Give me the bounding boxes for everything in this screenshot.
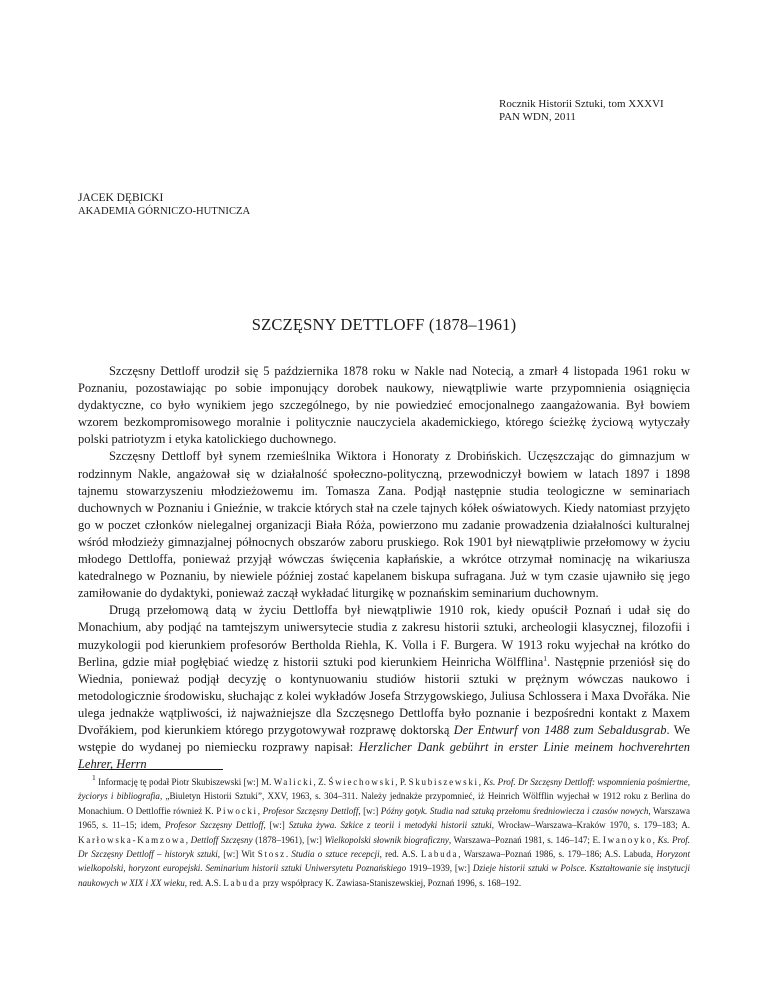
footnote-text: , Warszawa–Poznań 1986, s. 179–186; A.S. Labuda,	[458, 849, 657, 860]
dissertation-title: Der Entwurf von 1488 zum Sebaldusgrab	[453, 722, 667, 737]
footnote-author: Skubiszewski	[408, 777, 479, 787]
footnote-author: Piwocki	[216, 805, 258, 816]
footnote-author: Iwanoyko	[602, 834, 653, 845]
footnote-text: , [w:]	[263, 820, 289, 831]
footnote-text: , red. A.S.	[379, 849, 421, 860]
footnote-text: , [w:] Wit	[217, 849, 258, 860]
paragraph-3-text-a: Drugą przełomową datą w życiu Dettloffa był niewątpliwie 1910 rok, kiedy opuścił Poznań i udał się do Monachium, aby podjąć na tamtejszym uniwersytecie studia z zakresu historii sztuki, archeologii klasycznej, filozofii i muzykologii pod kierunkiem profesorów Bertholda Riehla, K. Volla i F. Burgera. W 1913 roku wyjechał na krótko do Berlina, gdzie miał pogłębiać wiedzę z historii sztuki pod kierunkiem Heinricha Wölfflina	[78, 603, 690, 669]
footnote-work: Wielkopolski słownik biograficzny	[324, 834, 449, 845]
paragraph-3	[78, 602, 690, 773]
footnote-text: , [w:]	[358, 805, 381, 816]
footnote-work: Ks. Prof. Dr Szczęsny Dettloff: wspomnienia pośmiertne, życiorys i bibliografia	[78, 777, 691, 802]
paragraph-3-text-c: . We wstępie do wydanej po niemiecku rozprawy napisał:	[78, 722, 690, 755]
footnote-text: Informację tę podał Piotr Skubiszewski [w:] M.	[95, 777, 274, 787]
author-name: JACEK DĘBICKI	[78, 192, 164, 204]
footnote-work: Profesor Szczęsny Dettloff	[165, 820, 264, 831]
journal-header	[499, 98, 664, 124]
footnote-text: ,	[652, 834, 658, 845]
footnote-text: ,	[478, 777, 484, 787]
dedication-quote: Herzlicher Dank gebührt in erster Linie meinem hochverehrten Lehrer, Herrn	[78, 740, 690, 772]
footnote-text: ,	[257, 805, 263, 816]
footnote-text: , „Biuletyn Historii Sztuki”, XXV, 1963, s. 304–311. Należy jednakże przypomnieć, iż Heinrich Wölfflin wyjechał w 1912 roku z Berlina do Monachium. O Dettloffie również K.	[78, 791, 690, 816]
footnote-text: ,	[185, 834, 191, 845]
footnote-text: (1878–1961), [w:]	[252, 834, 325, 845]
footnote-work: Dzieje historii sztuki w Polsce. Kształtowanie się instytucji naukowych w XIX i XX wieku	[78, 863, 690, 888]
footnote-text: przy współpracy K. Zawiasa-Staniszewskiej, Poznań 1996, s. 168–192.	[260, 877, 522, 888]
footnote-work: Dettloff Szczęsny	[190, 834, 253, 845]
footnote-author: Stosz	[257, 849, 286, 860]
article-title: SZCZĘSNY DETTLOFF (1878–1961)	[251, 315, 517, 334]
journal-title: Rocznik Historii Sztuki, tom XXXVI	[499, 98, 664, 110]
footnote-work: Studia o sztuce recepcji	[291, 849, 380, 860]
footnote-number: 1	[92, 773, 96, 782]
footnote-work: Horyzont wielkopolski, horyzont europejski. Seminarium historii sztuki Uniwersytetu Poznańskiego	[78, 849, 690, 874]
footnote-author: Karłowska-Kamzowa	[78, 834, 186, 845]
article-body	[78, 363, 690, 773]
footnote-text: , Warszawa 1965, s. 11–15; idem,	[78, 805, 690, 831]
footnote-reference[interactable]: 1	[543, 653, 548, 663]
footnote-text: .	[285, 849, 292, 860]
footnote-author: Świechowski	[328, 777, 396, 787]
author-block	[78, 191, 250, 219]
footnote-author: Labuda	[420, 849, 459, 860]
journal-publisher: PAN WDN, 2011	[499, 111, 576, 123]
paragraph-3-text-b: . Następnie przeniósł się do Wiednia, ponieważ podjął decyzję o kontynuowaniu studiów historii sztuki w prężnym wówczas naukowo i metodologicznie środowisku, słuchając z kolei wykładów Josefa Strzygowskiego, Juliusa Schlossera i Maxa Dvořáka. Nie ulega jednakże wątpliwości, iż najważniejsze dla Szczęsnego Dettloffa było poznanie i bezpośredni kontakt z Maxem Dvořákiem, pod kierunkiem którego przygotowywał rozprawę doktorską	[78, 654, 690, 737]
footnote-text: , Z.	[313, 777, 329, 787]
footnote-text: , red. A.S.	[184, 877, 224, 888]
footnote-text: 1919–1939, [w:]	[406, 863, 473, 874]
footnote	[78, 775, 690, 890]
footnote-1	[78, 775, 690, 890]
footnote-work: Późny gotyk. Studia nad sztuką przełomu średniowiecza i czasów nowych	[380, 805, 649, 816]
footnote-work: Sztuka żywa. Szkice z teorii i metodyki historii sztuki	[288, 820, 492, 831]
footnote-text: , P.	[395, 777, 409, 787]
footnote-author: Walicki	[273, 777, 314, 787]
author-affiliation: AKADEMIA GÓRNICZO-HUTNICZA	[78, 206, 251, 217]
footnote-text: , Wrocław–Warszawa–Kraków 1970, s. 179–183; A.	[491, 820, 691, 831]
footnote-work: Ks. Prof. Dr Szczęsny Dettloff – historyk sztuki	[78, 834, 691, 860]
footnote-text: , Warszawa–Poznań 1981, s. 146–147; E.	[448, 834, 603, 845]
paragraph-1: Szczęsny Dettloff urodził się 5 października 1878 roku w Nakle nad Notecią, a zmarł 4 listopada 1961 roku w Poznaniu, pozostawiając po sobie imponujący dorobek naukowy, niewątpliwie warte przypomnienia osiągnięcia dydaktyczne, co było wynikiem jego szczególnego, by nie powiedzieć emocjonalnego zaangażowania. Był bowiem wzorem bezkompromisowego moralnie i politycznie nauczyciela akademickiego, którego ścieżkę życiową wytyczały polski patriotyzm i etyka katolickiego duchownego.	[78, 364, 690, 447]
footnote-separator	[78, 769, 223, 770]
footnote-work: Profesor Szczęsny Dettloff	[262, 805, 359, 816]
paragraph-2: Szczęsny Dettloff był synem rzemieślnika Wiktora i Honoraty z Drobińskich. Uczęszczając do gimnazjum w rodzinnym Nakle, angażował się w działalność społeczno-polityczną, przewodniczył bowiem w latach 1897 i 1898 tajnemu stowarzyszeniu młodzieżowemu im. Tomasza Zana. Podjął następnie studia teologiczne w seminariach duchownych w Poznaniu i Gnieźnie, w trakcie których stał na czele tajnych kółek oświatowych. Kiedy natomiast przyjęto go w poczet członków nielegalnej organizacji Biała Róża, powierzono mu zadanie prowadzenia działalności kulturalnej wśród młodzieży gimnazjalnej północnych obszarów zaboru pruskiego. Rok 1901 był niewątpliwie przełomowy w życiu młodego Dettloffa, ponieważ przyjął wówczas święcenia kapłańskie, a wkrótce otrzymał nominację na wikariusza katedralnego w Poznaniu, by niewiele później zostać kapelanem biskupa sufragana. Już w tym czasie ujawniło się jego zamiłowanie do dydaktyki, ponieważ zaczął wykładać liturgikę w poznańskim seminarium duchownym.	[78, 449, 690, 601]
footnote-author: Labuda	[223, 877, 261, 888]
